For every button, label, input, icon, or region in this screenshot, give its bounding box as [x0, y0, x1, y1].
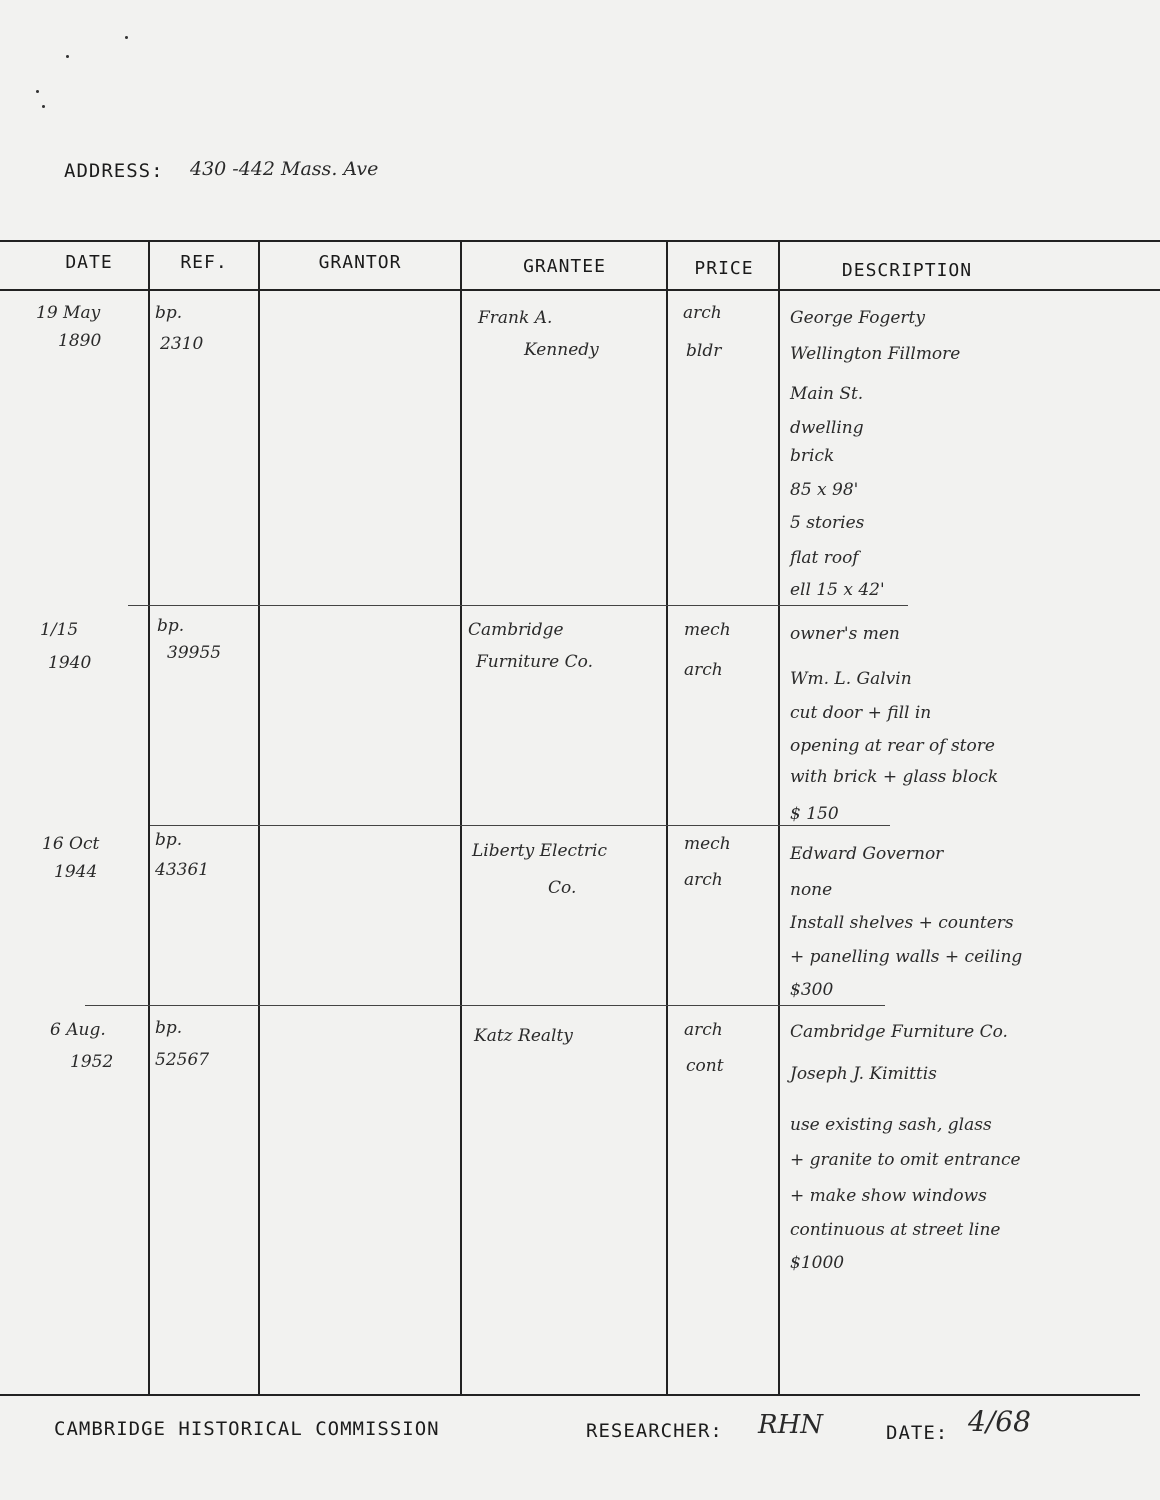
- entry-ref-line1: bp.: [155, 1018, 183, 1038]
- researcher-label: RESEARCHER:: [586, 1420, 723, 1442]
- column-rule-description: [778, 240, 780, 1395]
- address-value: 430 -442 Mass. Ave: [190, 158, 379, 180]
- entry-description-line: flat roof: [790, 548, 859, 568]
- stray-mark: [42, 105, 45, 108]
- entry-date-line1: 19 May: [36, 303, 101, 323]
- entry-description-line: Install shelves + counters: [790, 913, 1014, 933]
- entry-description-line: + panelling walls + ceiling: [790, 947, 1023, 967]
- column-header-description: DESCRIPTION: [841, 260, 973, 281]
- column-rule-ref: [148, 240, 150, 1395]
- entry-price-line1: mech: [684, 834, 731, 854]
- entry-price-line2: arch: [684, 660, 723, 680]
- footer-date-label: DATE:: [886, 1422, 949, 1444]
- column-rule-price: [666, 240, 668, 1395]
- entry-description-line: Wm. L. Galvin: [790, 669, 912, 689]
- entry-description-line: Main St.: [790, 384, 864, 404]
- entry-description-line: + make show windows: [790, 1186, 987, 1206]
- entry-description-line: ell 15 x 42': [790, 580, 885, 600]
- entry-description-line: dwelling: [790, 418, 864, 438]
- column-header-grantor: GRANTOR: [318, 252, 402, 273]
- entry-price-line2: cont: [686, 1056, 724, 1076]
- entry-ref-line1: bp.: [157, 616, 185, 636]
- entry-date-line2: 1944: [54, 862, 98, 882]
- entry-date-line1: 16 Oct: [42, 834, 100, 854]
- entry-date-line1: 6 Aug.: [50, 1020, 106, 1040]
- stray-mark: [36, 90, 39, 93]
- entry-ref-line1: bp.: [155, 303, 183, 323]
- entry-ref-line2: 39955: [167, 643, 222, 663]
- entry-price-line1: mech: [684, 620, 731, 640]
- column-header-ref: REF.: [180, 252, 228, 273]
- entry-grantee-line2: Kennedy: [524, 340, 599, 360]
- organization-name: CAMBRIDGE HISTORICAL COMMISSION: [54, 1418, 440, 1440]
- entry-description-line: continuous at street line: [790, 1220, 1001, 1240]
- entry-description-line: + granite to omit entrance: [790, 1150, 1021, 1170]
- entry-description-line: Wellington Fillmore: [790, 344, 961, 364]
- entry-ref-line2: 52567: [155, 1050, 210, 1070]
- column-rule-grantor: [258, 240, 260, 1395]
- entry-grantee-line1: Frank A.: [478, 308, 553, 328]
- entry-description-line: $1000: [790, 1253, 845, 1273]
- entry-price-line1: arch: [684, 1020, 723, 1040]
- stray-mark: [66, 55, 69, 58]
- researcher-value: RHN: [758, 1410, 823, 1440]
- column-rule-grantee: [460, 240, 462, 1395]
- entry-description-line: use existing sash, glass: [790, 1115, 992, 1135]
- entry-grantee-line1: Liberty Electric: [472, 841, 607, 861]
- entry-description-line: George Fogerty: [790, 308, 925, 328]
- entry-description-line: 85 x 98': [790, 480, 859, 500]
- entry-separator: [128, 605, 908, 606]
- entry-grantee-line1: Cambridge: [468, 620, 564, 640]
- entry-ref-line2: 2310: [160, 334, 204, 354]
- table-top-rule: [0, 240, 1160, 242]
- entry-date-line2: 1940: [48, 653, 92, 673]
- entry-description-line: none: [790, 880, 833, 900]
- column-header-date: DATE: [65, 252, 113, 273]
- entry-ref-line2: 43361: [155, 860, 210, 880]
- entry-description-line: $ 150: [790, 804, 839, 824]
- stray-mark: [125, 36, 128, 39]
- entry-date-line1: 1/15: [40, 620, 79, 640]
- address-label: ADDRESS:: [64, 160, 164, 182]
- entry-description-line: with brick + glass block: [790, 767, 999, 787]
- entry-grantee-line1: Katz Realty: [474, 1026, 573, 1046]
- entry-description-line: Cambridge Furniture Co.: [790, 1022, 1008, 1042]
- entry-description-line: owner's men: [790, 624, 900, 644]
- entry-grantee-line2: Co.: [548, 878, 577, 898]
- footer-date-value: 4/68: [968, 1405, 1031, 1438]
- entry-price-line2: bldr: [686, 341, 722, 361]
- entry-separator: [85, 1005, 885, 1006]
- entry-separator: [150, 825, 890, 826]
- entry-ref-line1: bp.: [155, 830, 183, 850]
- entry-date-line2: 1952: [70, 1052, 114, 1072]
- column-header-price: PRICE: [694, 258, 754, 279]
- entry-description-line: $300: [790, 980, 834, 1000]
- entry-price-line2: arch: [684, 870, 723, 890]
- entry-grantee-line2: Furniture Co.: [476, 652, 593, 672]
- entry-description-line: 5 stories: [790, 513, 865, 533]
- entry-description-line: brick: [790, 446, 835, 466]
- entry-description-line: opening at rear of store: [790, 736, 995, 756]
- header-bottom-rule: [0, 289, 1160, 291]
- column-header-grantee: GRANTEE: [523, 256, 606, 277]
- entry-date-line2: 1890: [58, 331, 102, 351]
- table-bottom-rule: [0, 1394, 1140, 1396]
- entry-price-line1: arch: [683, 303, 722, 323]
- entry-description-line: Edward Governor: [790, 844, 944, 864]
- entry-description-line: Joseph J. Kimittis: [790, 1064, 937, 1084]
- entry-description-line: cut door + fill in: [790, 703, 932, 723]
